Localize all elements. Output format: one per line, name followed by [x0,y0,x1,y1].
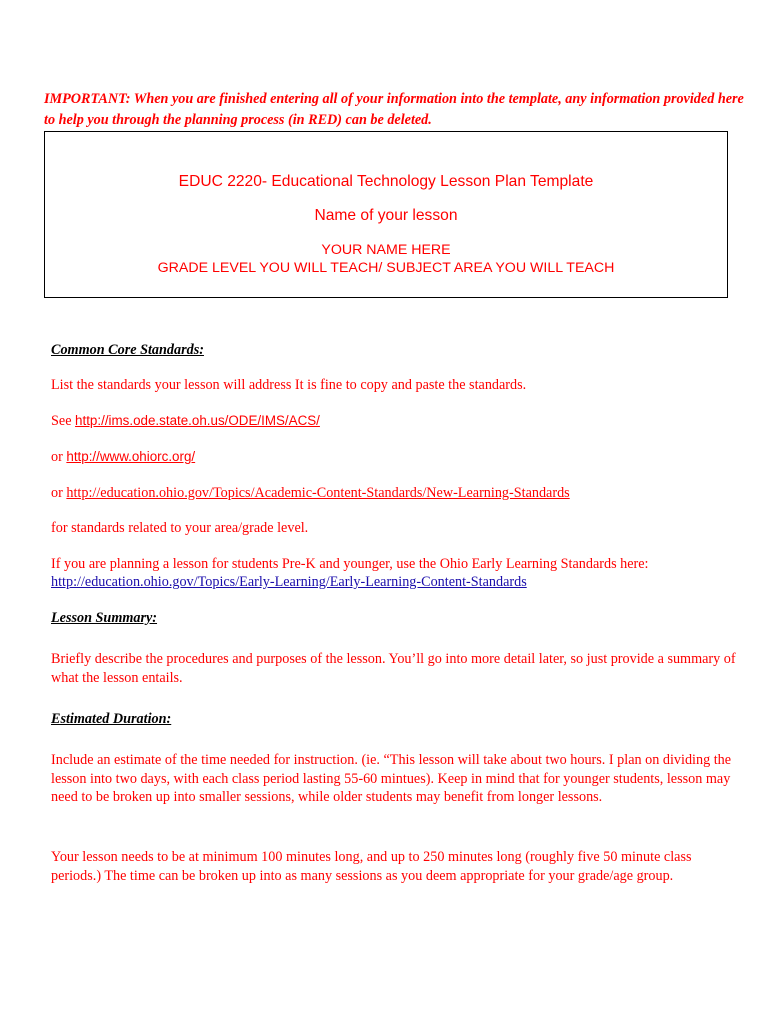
grade-subject: GRADE LEVEL YOU WILL TEACH/ SUBJECT AREA YOU WILL TEACH [157,260,615,276]
early-learning-link[interactable]: http://education.ohio.gov/Topics/Early-Learning/Early-Learning-Content-Standards [51,574,527,590]
prek-text: If you are planning a lesson for students Pre-K and younger, use the Ohio Early Learning Standards here: [51,556,649,572]
standards-instructions: List the standards your lesson will address It is fine to copy and paste the standards. [51,377,527,393]
lesson-summary-text: Briefly describe the procedures and purposes of the lesson. You’ll go into more detail later, so just provide a summary of what the lesson entails. [51,651,736,686]
title-box [44,131,728,298]
important-note: IMPORTANT: When you are finished entering all of your information into the template, any information provided here to help you through the planning process (in RED) can be deleted. [44,91,744,128]
see-prefix: See [51,413,76,429]
new-learning-standards-link[interactable]: http://education.ohio.gov/Topics/Academic-Content-Standards/New-Learning-Standards [66,485,570,501]
common-core-heading: Common Core Standards: [51,342,204,358]
ode-standards-link[interactable]: http://ims.ode.state.oh.us/ODE/IMS/ACS/ [75,413,320,428]
or-line-1 [51,448,741,467]
prek-line [51,573,741,592]
or-line-2 [51,484,741,503]
estimated-duration-heading: Estimated Duration: [51,711,172,727]
duration-requirement: Your lesson needs to be at minimum 100 minutes long, and up to 250 minutes long (roughly five 50 minute class periods.) The time can be broken up into as many sessions as you deem appropriate for your grade/age group. [51,849,692,884]
duration-instructions: Include an estimate of the time needed for instruction. (ie. “This lesson will take about two hours. I plan on dividing the lesson into two days, with each class period lasting 55-60 mintues). Keep in mind that for younger students, lesson may need to be broken up into smaller sessions, while older students may benefit from longer lessons. [51,752,732,805]
standards-related-text: for standards related to your area/grade level. [51,520,309,536]
or-prefix-1: or [51,449,67,465]
author-name: YOUR NAME HERE [321,242,451,258]
course-title: EDUC 2220- Educational Technology Lesson Plan Template [178,173,594,190]
lesson-summary-heading: Lesson Summary: [51,610,158,626]
or-prefix-2: or [51,485,67,501]
see-line [51,412,741,431]
lesson-name: Name of your lesson [314,207,458,224]
ohiorc-link[interactable]: http://www.ohiorc.org/ [66,449,196,464]
